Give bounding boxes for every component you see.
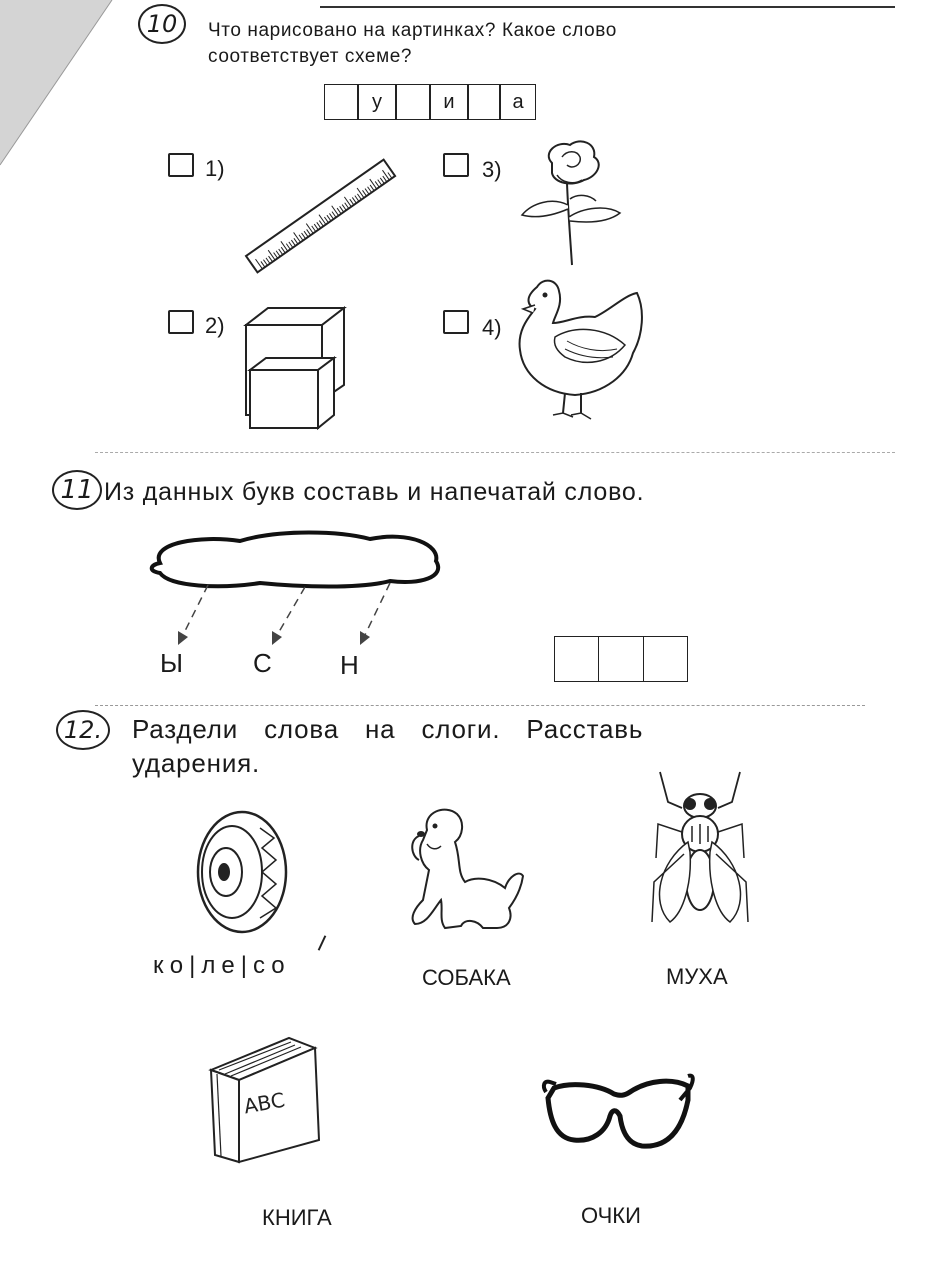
option-checkbox-1[interactable] — [168, 153, 194, 177]
option-label-2: 2) — [205, 313, 225, 338]
task-number: 11 — [52, 470, 102, 510]
task-question: соответствует схеме? — [208, 46, 413, 67]
fly-icon — [640, 772, 760, 937]
word-label: ко|ле|со — [153, 952, 291, 979]
scheme-cell: у — [358, 84, 396, 120]
task-number: 12. — [56, 710, 110, 750]
top-rule — [320, 6, 895, 8]
letter: Ы — [160, 648, 184, 678]
letter: С — [253, 648, 272, 678]
folded-corner — [0, 0, 120, 170]
section-divider — [95, 452, 895, 454]
letter: Н — [340, 650, 359, 680]
book-icon — [205, 1030, 325, 1165]
dog-icon — [405, 800, 525, 935]
scheme-cell — [468, 84, 500, 120]
cloud-icon — [140, 525, 450, 685]
answer-cell[interactable] — [555, 637, 599, 681]
word-label: КНИГА — [262, 1205, 332, 1230]
scheme-cell — [396, 84, 430, 120]
ruler-icon — [238, 146, 398, 276]
hen-icon — [515, 275, 645, 435]
section-divider — [95, 705, 865, 707]
cubes-icon — [238, 300, 358, 435]
wheel-icon — [190, 808, 290, 936]
word-label: ОЧКИ — [581, 1203, 641, 1228]
task-question: Из данных букв составь и напечатай слово. — [104, 478, 645, 506]
answer-cell[interactable] — [599, 637, 643, 681]
scheme-cell: и — [430, 84, 468, 120]
option-label-1: 1) — [205, 156, 225, 181]
answer-cells[interactable] — [554, 636, 688, 682]
letter-scheme — [324, 84, 536, 120]
option-label-3: 3) — [482, 157, 502, 182]
option-checkbox-4[interactable] — [443, 310, 469, 334]
option-label-4: 4) — [482, 315, 502, 340]
rose-icon — [512, 135, 627, 270]
task-question: ударения. — [132, 748, 261, 778]
option-checkbox-3[interactable] — [443, 153, 469, 177]
option-checkbox-2[interactable] — [168, 310, 194, 334]
stress-mark — [318, 935, 327, 950]
word-label: МУХА — [666, 964, 728, 989]
scheme-cell: а — [500, 84, 536, 120]
book-cover-text: ABC — [242, 1087, 287, 1119]
task-question: Раздели слова на слоги. Расставь — [132, 714, 644, 744]
scheme-cell — [324, 84, 358, 120]
task-question: Что нарисовано на картинках? Какое слово — [208, 20, 617, 41]
task-number: 10 — [138, 4, 186, 44]
word-label: СОБАКА — [422, 965, 511, 990]
answer-cell[interactable] — [644, 637, 687, 681]
glasses-icon — [540, 1070, 700, 1155]
